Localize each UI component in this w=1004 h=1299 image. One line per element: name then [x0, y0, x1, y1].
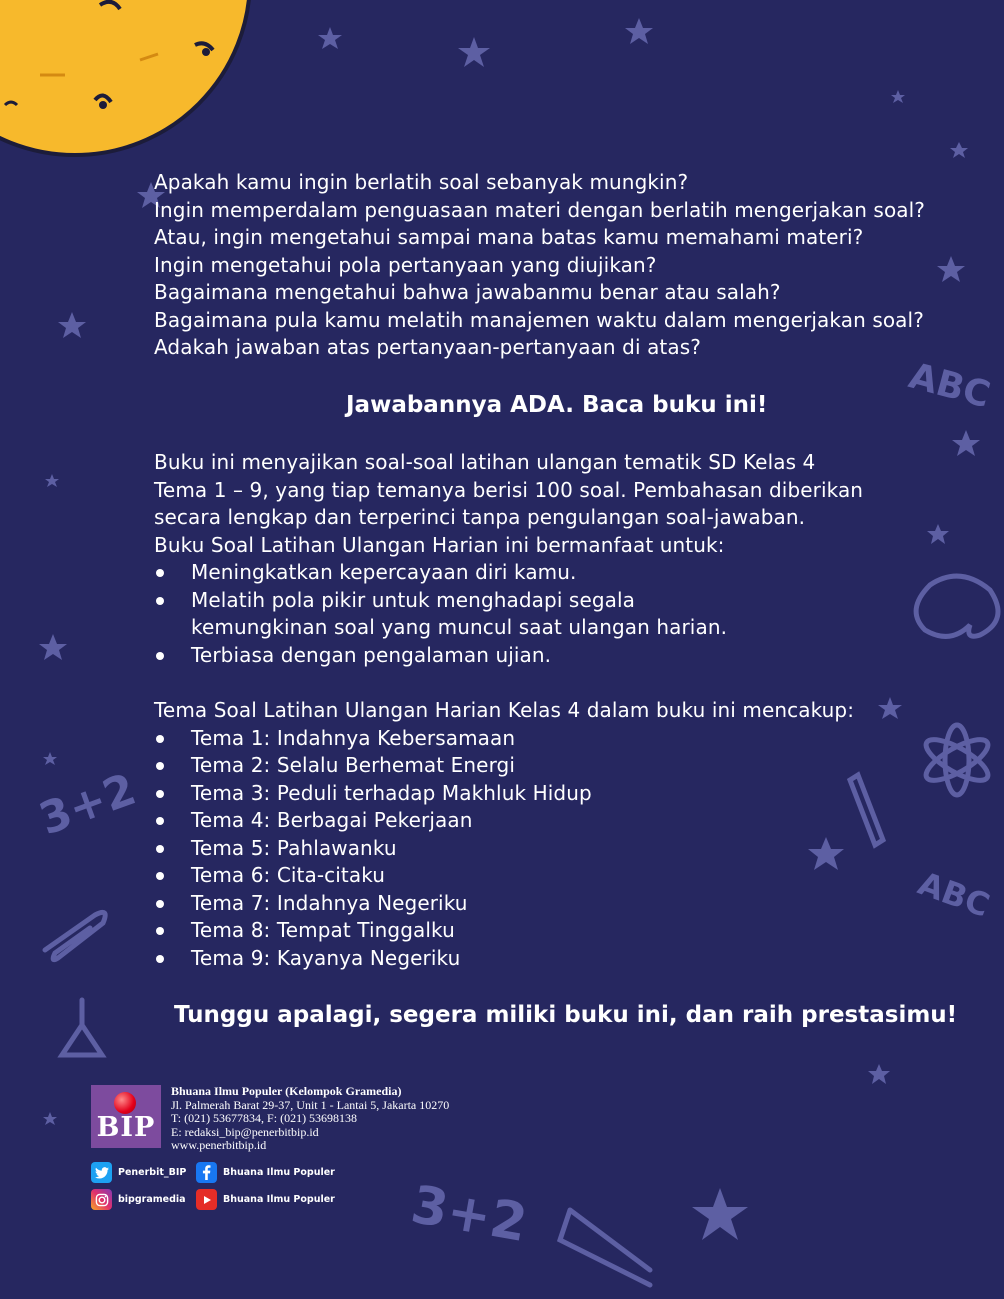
intro-line: Adakah jawaban atas pertanyaan-pertanyaan di atas? — [154, 335, 701, 359]
flask-icon — [62, 1000, 102, 1055]
benefit-item: Terbiasa dengan pengalaman ujian. — [154, 642, 863, 670]
star-icon — [937, 256, 965, 282]
abc-doodle: ABC — [904, 355, 995, 417]
logo-text: BIP — [96, 1112, 156, 1143]
theme-item: Tema 8: Tempat Tinggalku — [154, 917, 854, 945]
atom-icon — [921, 725, 994, 795]
star-icon — [45, 474, 59, 487]
star-icon — [625, 18, 653, 44]
publisher-details — [171, 1085, 449, 1153]
twitter-handle: Penerbit_BIP — [118, 1167, 187, 1178]
description-line: secara lengkap dan terperinci tanpa pengulangan soal-jawaban. — [154, 505, 806, 529]
benefit-item: Meningkatkan kepercayaan diri kamu. — [154, 559, 863, 587]
themes-intro: Tema Soal Latihan Ulangan Harian Kelas 4 dalam buku ini mencakup: — [154, 698, 855, 722]
youtube-icon — [196, 1189, 217, 1210]
closing-headline: Tunggu apalagi, segera miliki buku ini, dan raih prestasimu! — [174, 1002, 958, 1028]
theme-item: Tema 2: Selalu Berhemat Energi — [154, 752, 854, 780]
star-icon — [43, 1112, 57, 1125]
moon-illustration — [0, 0, 250, 155]
palette-icon — [916, 576, 998, 636]
social-facebook[interactable] — [196, 1162, 335, 1183]
theme-item: Tema 3: Peduli terhadap Makhluk Hidup — [154, 780, 854, 808]
publisher-phone: T: (021) 53677834, F: (021) 53698138 — [171, 1111, 358, 1126]
logo-ball-icon — [114, 1092, 136, 1114]
book-description — [154, 449, 863, 669]
theme-item: Tema 9: Kayanya Negeriku — [154, 945, 854, 973]
star-icon — [458, 37, 490, 67]
intro-questions — [154, 169, 925, 362]
intro-line: Bagaimana mengetahui bahwa jawabanmu benar atau salah? — [154, 280, 781, 304]
intro-line: Ingin mengetahui pola pertanyaan yang diujikan? — [154, 252, 657, 277]
star-icon — [318, 27, 342, 49]
theme-item: Tema 7: Indahnya Negeriku — [154, 890, 854, 918]
abc-doodle: ABC — [913, 864, 995, 925]
star-icon — [952, 430, 980, 456]
theme-item: Tema 4: Berbagai Pekerjaan — [154, 807, 854, 835]
star-icon — [891, 90, 905, 103]
star-icon — [692, 1188, 748, 1240]
themes-section — [154, 697, 854, 972]
intro-line: Bagaimana pula kamu melatih manajemen waktu dalam mengerjakan soal? — [154, 307, 924, 332]
star-icon — [868, 1064, 890, 1084]
intro-line: Ingin memperdalam penguasaan materi dengan berlatih mengerjakan soal? — [154, 197, 926, 222]
description-line: Buku Soal Latihan Ulangan Harian ini bermanfaat untuk: — [154, 532, 725, 557]
bip-logo — [91, 1085, 161, 1148]
instagram-icon — [91, 1189, 112, 1210]
publisher-address: Jl. Palmerah Barat 29-37, Unit 1 - Lantai 5, Jakarta 10270 — [171, 1097, 450, 1112]
theme-item: Tema 1: Indahnya Kebersamaan — [154, 725, 854, 753]
answer-headline: Jawabannya ADA. Baca buku ini! — [346, 392, 768, 418]
facebook-icon — [196, 1162, 217, 1183]
theme-item: Tema 6: Cita-citaku — [154, 862, 854, 890]
themes-list — [154, 725, 854, 973]
paperclip-icon — [45, 912, 105, 959]
star-icon — [950, 142, 968, 158]
instagram-handle: bipgramedia — [118, 1194, 186, 1205]
benefits-list — [154, 559, 863, 669]
theme-item: Tema 5: Pahlawanku — [154, 835, 854, 863]
math-doodle: 3+2 — [32, 763, 143, 846]
star-icon — [39, 634, 67, 660]
star-icon — [878, 697, 902, 719]
youtube-handle: Bhuana Ilmu Populer — [223, 1194, 335, 1205]
intro-line: Atau, ingin mengetahui sampai mana batas kamu memahami materi? — [154, 225, 864, 249]
social-twitter[interactable] — [91, 1162, 186, 1183]
star-icon — [58, 312, 86, 338]
social-youtube[interactable] — [196, 1189, 335, 1210]
description-line: Buku ini menyajikan soal-soal latihan ulangan tematik SD Kelas 4 — [154, 450, 816, 474]
twitter-icon — [91, 1162, 112, 1183]
star-icon — [43, 752, 57, 765]
publisher-name: Bhuana Ilmu Populer (Kelompok Gramedia) — [171, 1084, 402, 1098]
paintbrush-icon — [850, 775, 883, 845]
star-icon — [927, 524, 949, 544]
pencil-icon — [560, 1210, 650, 1285]
description-line: Tema 1 – 9, yang tiap temanya berisi 100 soal. Pembahasan diberikan — [154, 477, 864, 502]
math-doodle: 3+2 — [406, 1174, 532, 1255]
intro-line: Apakah kamu ingin berlatih soal sebanyak mungkin? — [154, 170, 689, 194]
social-instagram[interactable] — [91, 1189, 186, 1210]
benefit-item: Melatih pola pikir untuk menghadapi segala — [154, 587, 863, 615]
benefit-item-continuation: kemungkinan soal yang muncul saat ulangan harian. — [191, 615, 728, 639]
publisher-website: www.penerbitbip.id — [171, 1138, 267, 1153]
publisher-email: E: redaksi_bip@penerbitbip.id — [171, 1124, 319, 1139]
facebook-handle: Bhuana Ilmu Populer — [223, 1167, 335, 1178]
